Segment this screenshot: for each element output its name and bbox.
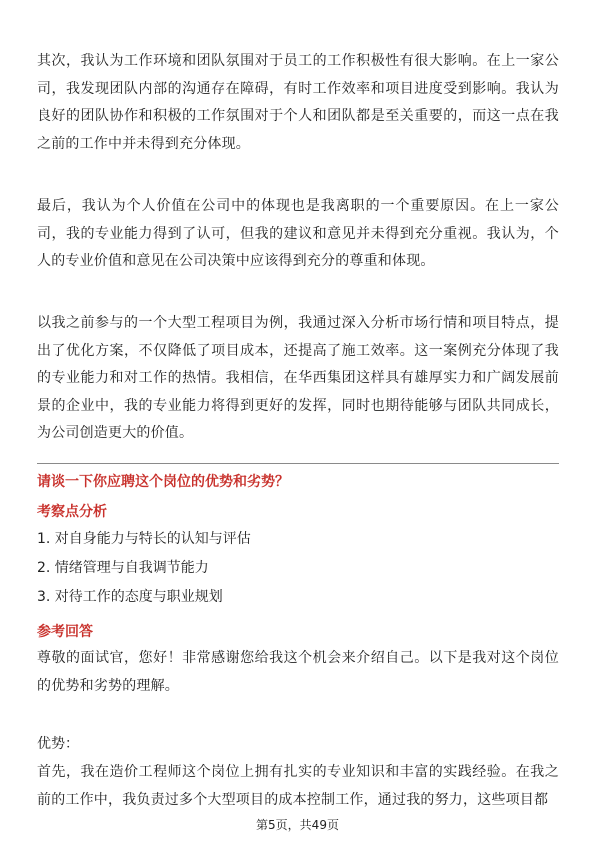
paragraph-personal-value: 最后，我认为个人价值在公司中的体现也是我离职的一个重要原因。在上一家公司，我的专业能力得到了认可，但我的建议和意见并未得到充分重视。我认为，个人的专业价值和意见在公司决策中应该得到充分的尊重和体现。 xyxy=(37,198,559,269)
advantage-paragraph: 首先，我在造价工程师这个岗位上拥有扎实的专业知识和丰富的实践经验。在我之前的工作中，我负责过多个大型项目的成本控制工作，通过我的努力，这些项目都 xyxy=(37,764,559,808)
page-number: 第5页，共49页 xyxy=(256,818,339,832)
section-divider xyxy=(37,463,559,464)
answer-intro: 尊敬的面试官，您好！非常感谢您给我这个机会来介绍自己。以下是我对这个岗位的优势和劣势的理解。 xyxy=(37,650,559,694)
question-title: 请谈一下你应聘这个岗位的优势和劣势？ xyxy=(37,474,289,490)
analysis-point: 2. 情绪管理与自我调节能力 xyxy=(37,560,209,576)
analysis-heading: 考察点分析 xyxy=(37,504,107,520)
analysis-point: 1. 对自身能力与特长的认知与评估 xyxy=(37,531,251,547)
answer-heading: 参考回答 xyxy=(37,624,93,640)
analysis-point: 3. 对待工作的态度与职业规划 xyxy=(37,589,223,605)
paragraph-work-environment: 其次，我认为工作环境和团队氛围对于员工的工作积极性有很大影响。在上一家公司，我发现团队内部的沟通存在障碍，有时工作效率和项目进度受到影响。我认为良好的团队协作和积极的工作氛围对于个人和团队都是至关重要的，而这一点在我之前的工作中并未得到充分体现。 xyxy=(37,53,559,152)
paragraph-project-example: 以我之前参与的一个大型工程项目为例，我通过深入分析市场行情和项目特点，提出了优化方案，不仅降低了项目成本，还提高了施工效率。这一案例充分体现了我的专业能力和对工作的热情。我相信，在华西集团这样具有雄厚实力和广阔发展前景的企业中，我的专业能力将得到更好的发挥，同时也期待能够与团队共同成长，为公司创造更大的价值。 xyxy=(37,315,559,441)
advantage-label: 优势： xyxy=(37,736,79,752)
